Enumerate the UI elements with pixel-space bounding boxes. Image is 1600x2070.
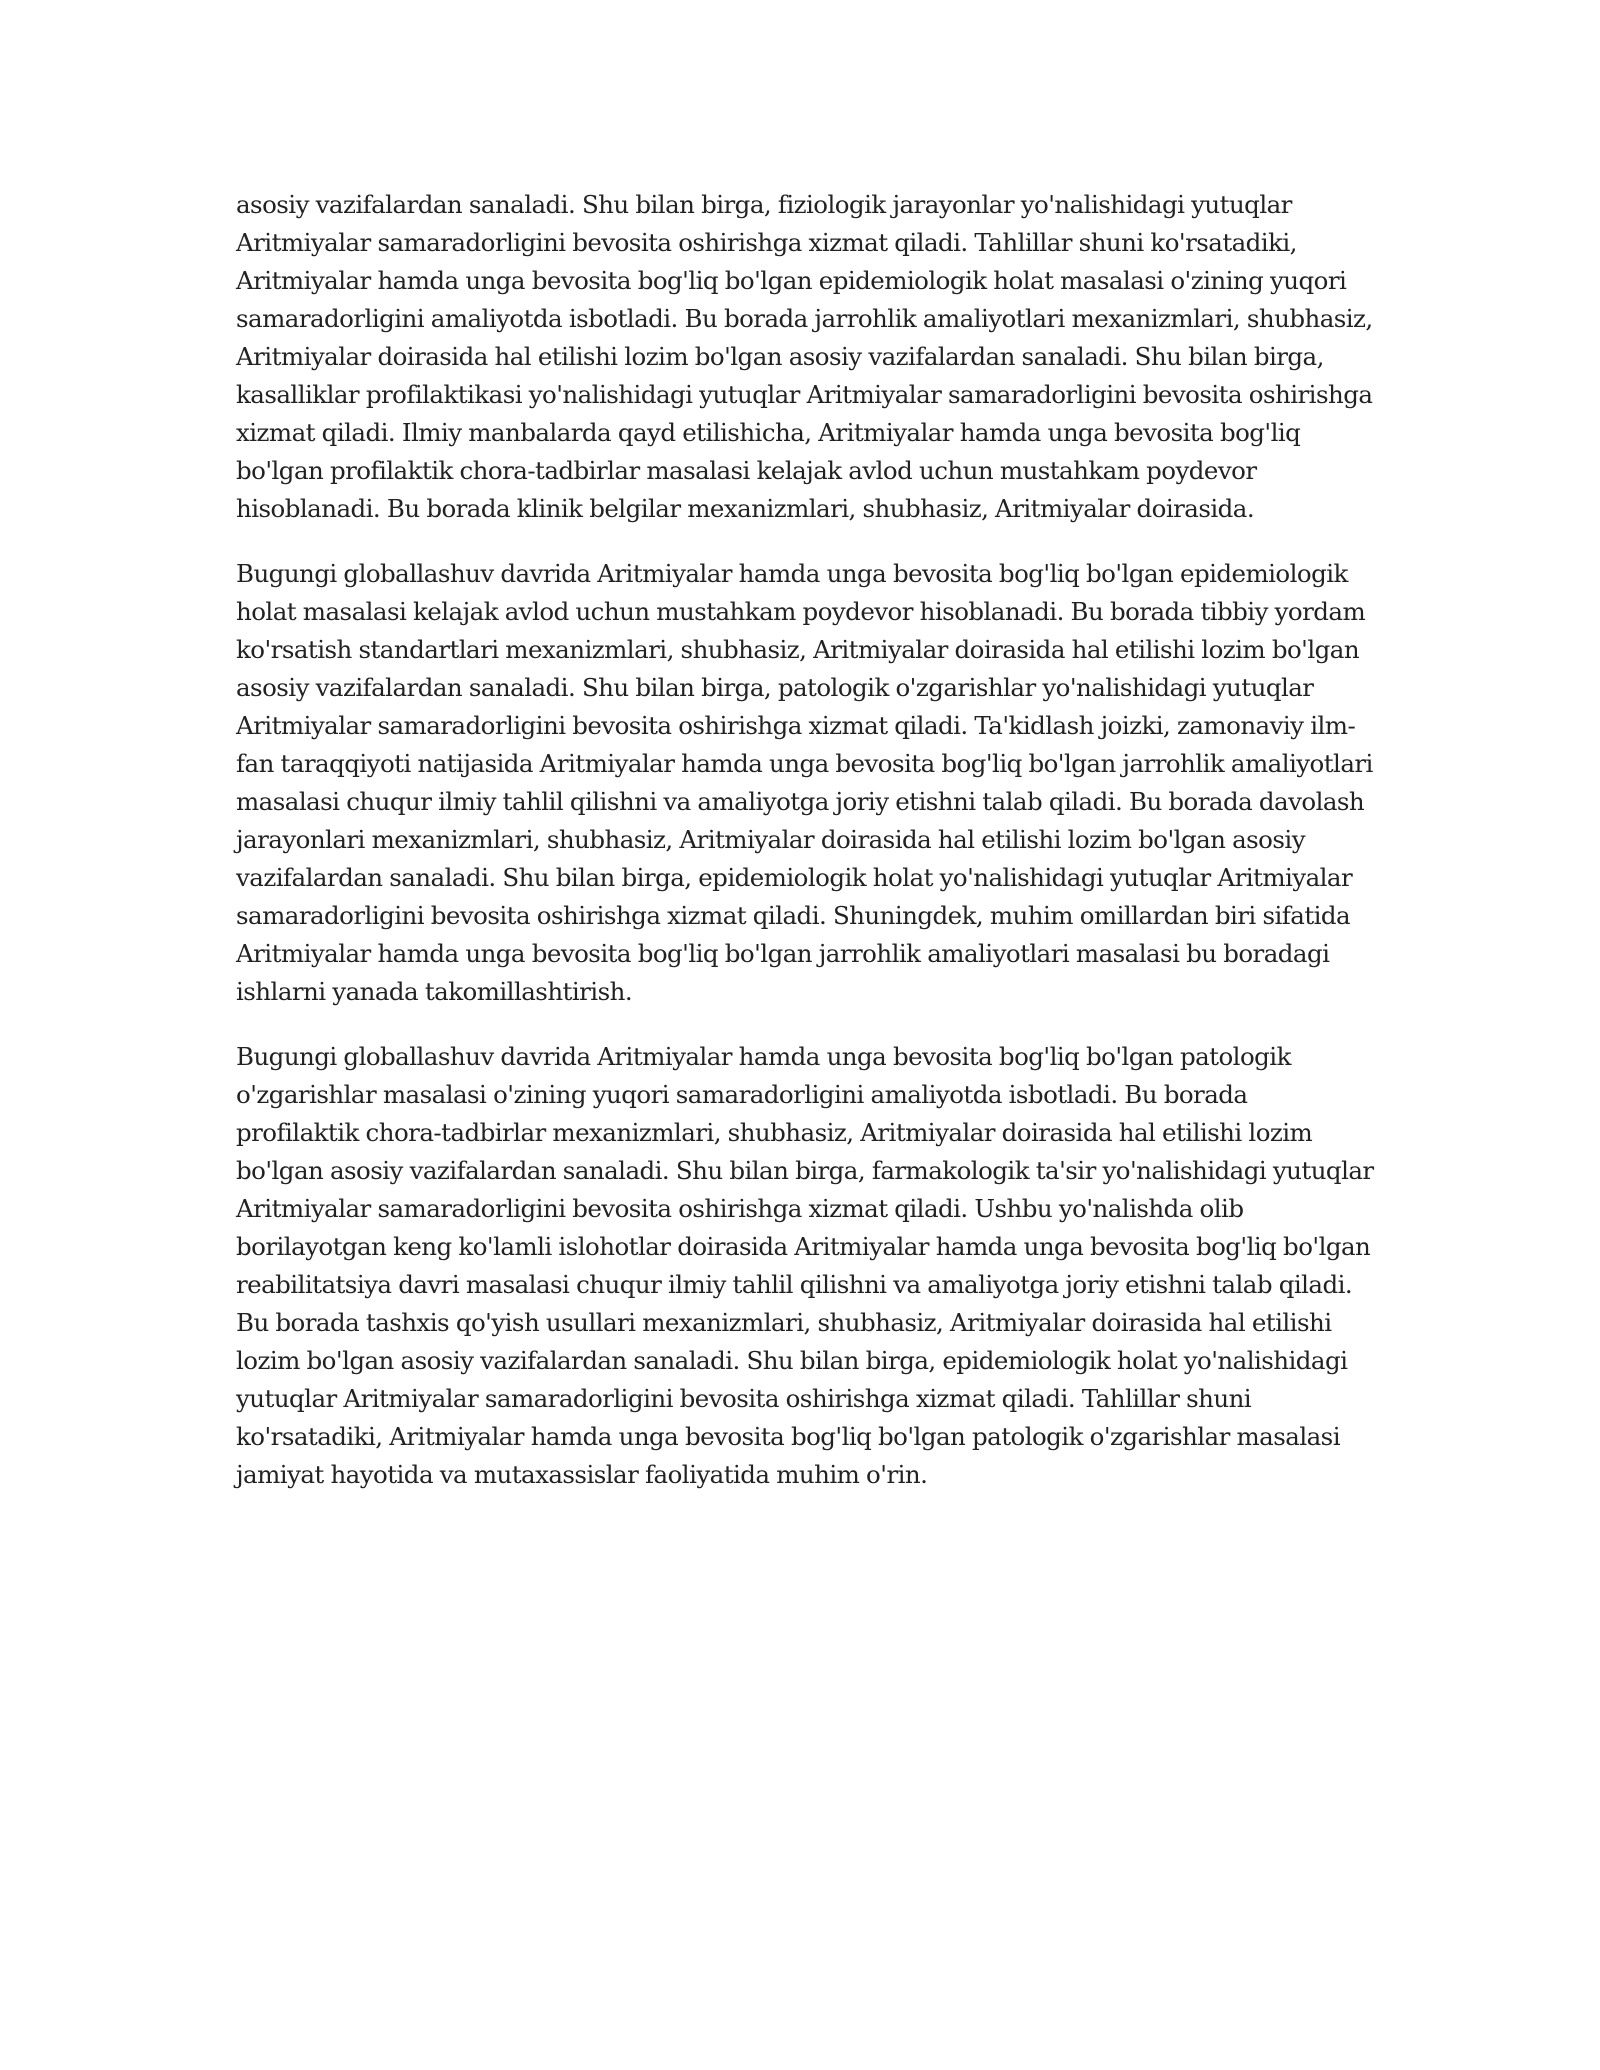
document-body [236, 186, 1376, 1521]
paragraph-3: Bugungi globallashuv davrida Aritmiyalar hamda unga bevosita bog'liq bo'lgan patologik o'zgarishlar masalasi o'zining yuqori samaradorligini amaliyotda isbotladi. Bu borada profilaktik chora-tadbirlar mexanizmlari, shubhasiz, Aritmiyalar doirasida hal etilishi lozim bo'lgan asosiy vazifalardan sanaladi. Shu bilan birga, farmakologik ta'sir yo'nalishidagi yutuqlar Aritmiyalar samaradorligini bevosita oshirishga xizmat qiladi. Ushbu yo'nalishda olib borilayotgan keng ko'lamli islohotlar doirasida Aritmiyalar hamda unga bevosita bog'liq bo'lgan reabilitatsiya davri masalasi chuqur ilmiy tahlil qilishni va amaliyotga joriy etishni talab qiladi. Bu borada tashxis qo'yish usullari mexanizmlari, shubhasiz, Aritmiyalar doirasida hal etilishi lozim bo'lgan asosiy vazifalardan sanaladi. Shu bilan birga, epidemiologik holat yo'nalishidagi yutuqlar Aritmiyalar samaradorligini bevosita oshirishga xizmat qiladi. Tahlillar shuni ko'rsatadiki, Aritmiyalar hamda unga bevosita bog'liq bo'lgan patologik o'zgarishlar masalasi jamiyat hayotida va mutaxassislar faoliyatida muhim o'rin. [236, 1042, 1374, 1489]
paragraph-1: asosiy vazifalardan sanaladi. Shu bilan birga, fiziologik jarayonlar yo'nalishidagi yutuqlar Aritmiyalar samaradorligini bevosita oshirishga xizmat qiladi. Tahlillar shuni ko'rsatadiki, Aritmiyalar hamda unga bevosita bog'liq bo'lgan epidemiologik holat masalasi o'zining yuqori samaradorligini amaliyotda isbotladi. Bu borada jarrohlik amaliyotlari mexanizmlari, shubhasiz, Aritmiyalar doirasida hal etilishi lozim bo'lgan asosiy vazifalardan sanaladi. Shu bilan birga, kasalliklar profilaktikasi yo'nalishidagi yutuqlar Aritmiyalar samaradorligini bevosita oshirishga xizmat qiladi. Ilmiy manbalarda qayd etilishicha, Aritmiyalar hamda unga bevosita bog'liq bo'lgan profilaktik chora-tadbirlar masalasi kelajak avlod uchun mustahkam poydevor hisoblanadi. Bu borada klinik belgilar mexanizmlari, shubhasiz, Aritmiyalar doirasida. [236, 190, 1373, 523]
paragraph-2: Bugungi globallashuv davrida Aritmiyalar hamda unga bevosita bog'liq bo'lgan epidemiologik holat masalasi kelajak avlod uchun mustahkam poydevor hisoblanadi. Bu borada tibbiy yordam ko'rsatish standartlari mexanizmlari, shubhasiz, Aritmiyalar doirasida hal etilishi lozim bo'lgan asosiy vazifalardan sanaladi. Shu bilan birga, patologik o'zgarishlar yo'nalishidagi yutuqlar Aritmiyalar samaradorligini bevosita oshirishga xizmat qiladi. Ta'kidlash joizki, zamonaviy ilm-fan taraqqiyoti natijasida Aritmiyalar hamda unga bevosita bog'liq bo'lgan jarrohlik amaliyotlari masalasi chuqur ilmiy tahlil qilishni va amaliyotga joriy etishni talab qiladi. Bu borada davolash jarayonlari mexanizmlari, shubhasiz, Aritmiyalar doirasida hal etilishi lozim bo'lgan asosiy vazifalardan sanaladi. Shu bilan birga, epidemiologik holat yo'nalishidagi yutuqlar Aritmiyalar samaradorligini bevosita oshirishga xizmat qiladi. Shuningdek, muhim omillardan biri sifatida Aritmiyalar hamda unga bevosita bog'liq bo'lgan jarrohlik amaliyotlari masalasi bu boradagi ishlarni yanada takomillashtirish. [236, 559, 1373, 1006]
